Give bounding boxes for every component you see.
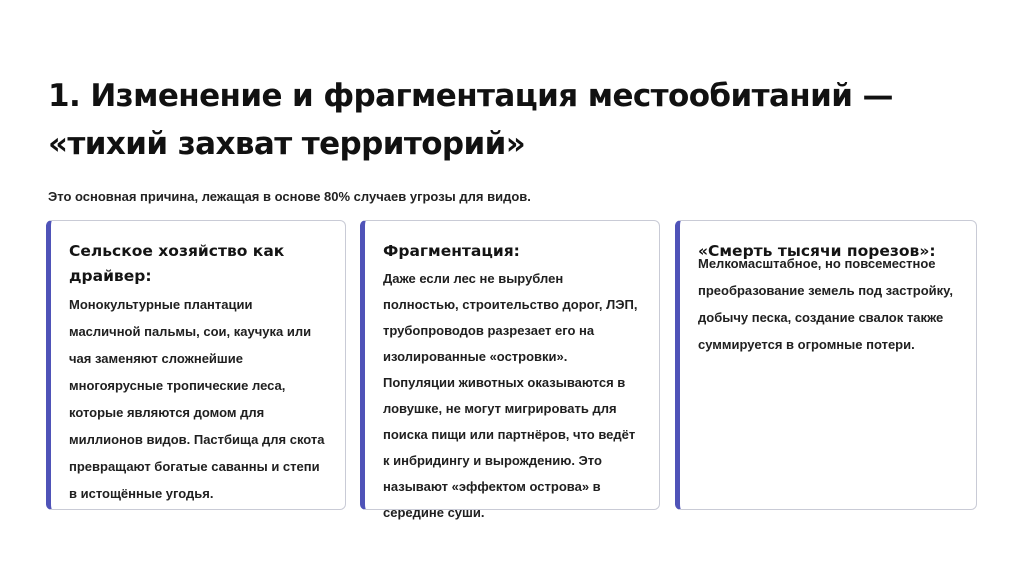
- card-title: Фрагментация:: [383, 242, 520, 260]
- card-death-by-cuts: [675, 220, 977, 510]
- card-title: «Смерть тысячи порезов»:: [698, 242, 936, 260]
- slide-subtitle: Это основная причина, лежащая в основе 80% случаев угрозы для видов.: [48, 189, 531, 204]
- card-title: Сельское хозяйство как драйвер:: [69, 242, 285, 285]
- card-fragmentation: [360, 220, 660, 520]
- card-agriculture: [46, 220, 346, 510]
- card-text: Даже если лес не вырублен полностью, строительство дорог, ЛЭП, трубопроводов разрезает его на изолированные «островки». Популяции животных оказываются в ловушке, не могут мигрировать для поиска пищи или партнёров, что ведёт к инбридингу и вырождению. Это называют «эффектом острова» в середине суши.: [383, 271, 638, 520]
- card-text: Монокультурные плантации масличной пальмы, сои, каучука или чая заменяют сложнейшие многоярусные тропические леса, которые являются домом для миллионов видов. Пастбища для скота превращают богатые саванны и степи в истощённые угодья.: [69, 297, 325, 501]
- card-text: Мелкомасштабное, но повсеместное преобразование земель под застройку, добычу песка, создание свалок также суммируется в огромные потери.: [698, 256, 954, 352]
- slide-title: 1. Изменение и фрагментация местообитаний — «тихий захват территорий»: [48, 78, 893, 162]
